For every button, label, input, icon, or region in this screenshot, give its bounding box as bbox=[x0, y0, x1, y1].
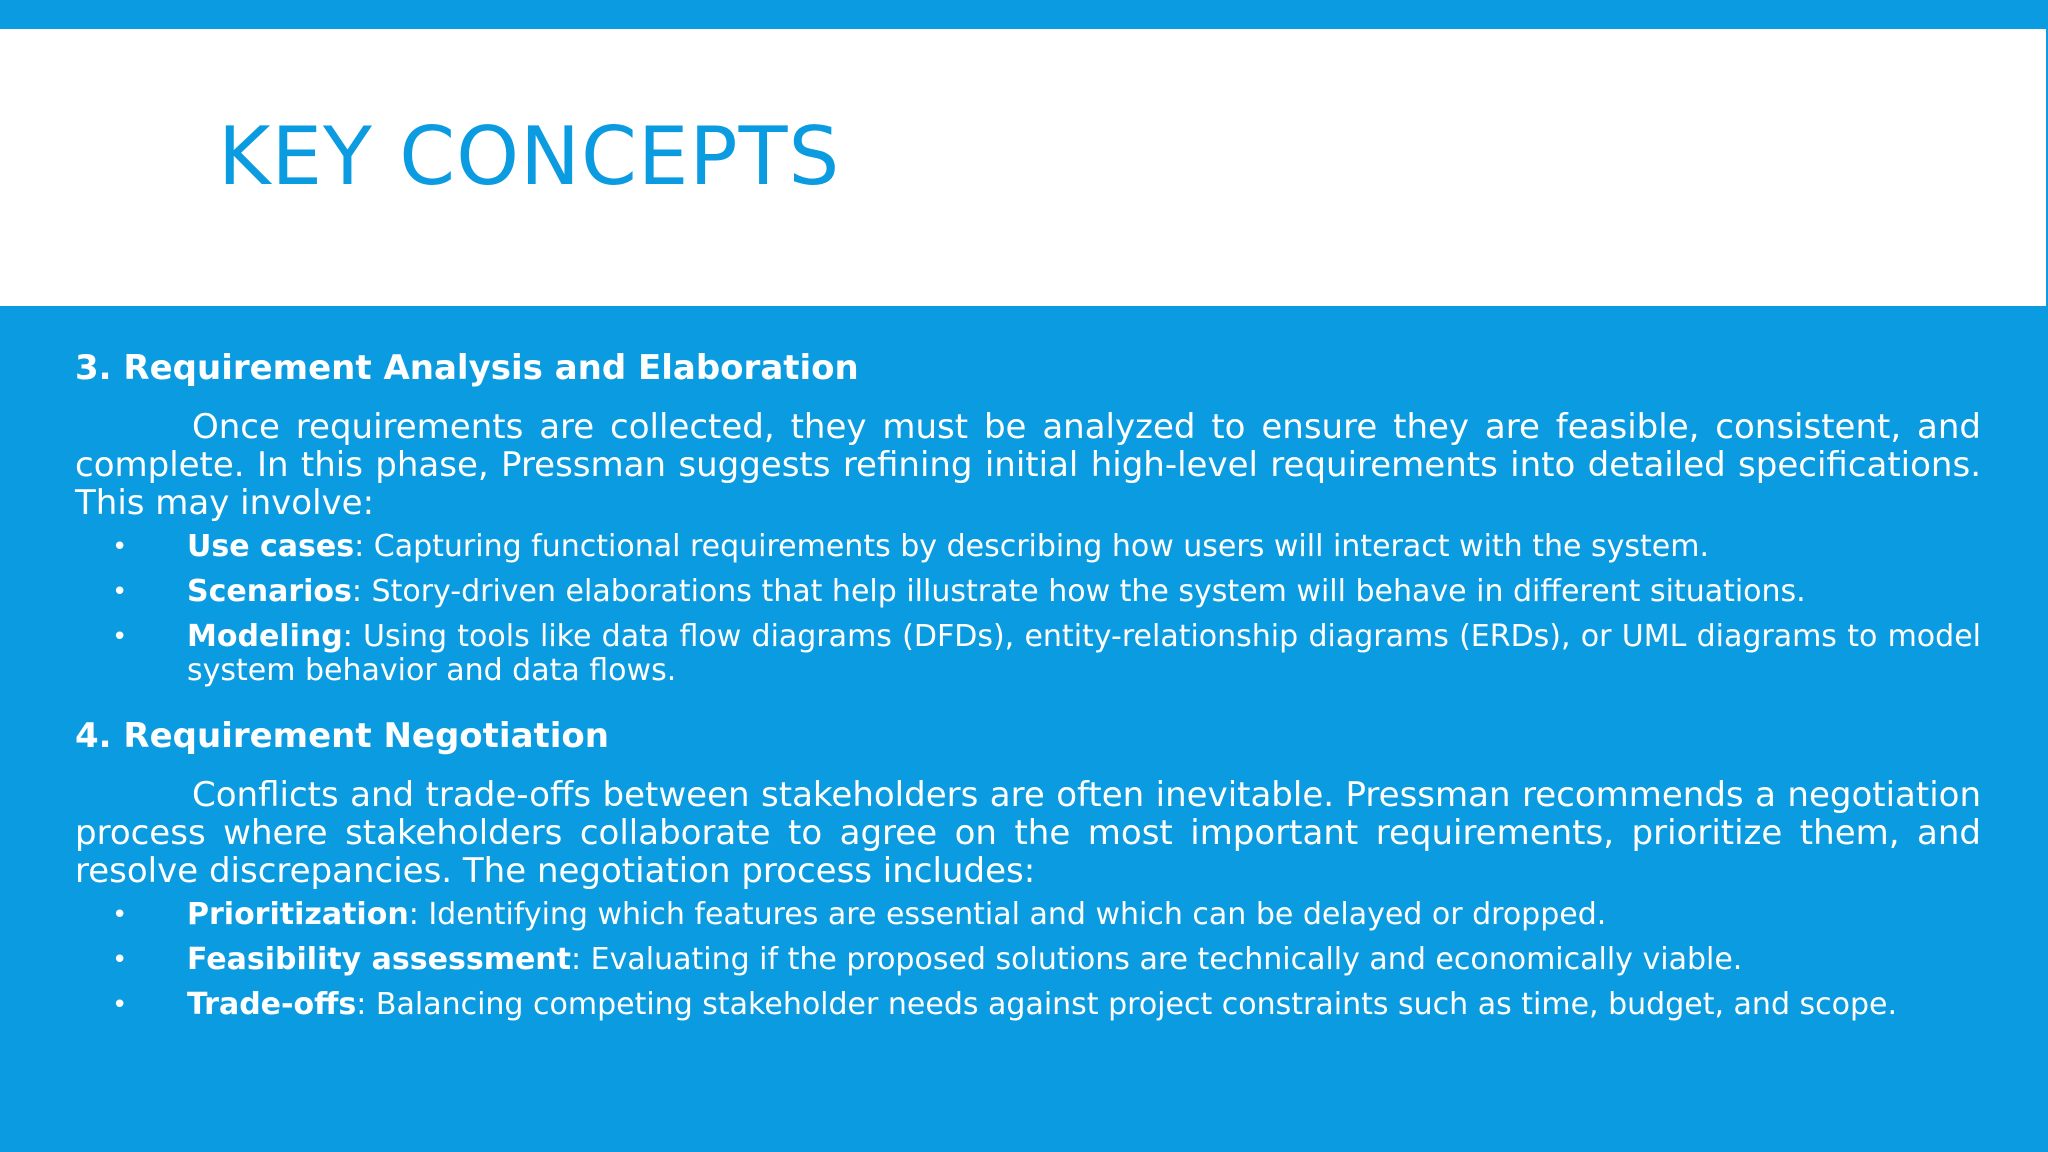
bullet-term: Scenarios bbox=[187, 573, 352, 609]
bullet-dot: • bbox=[112, 576, 128, 607]
bullet-term: Feasibility assessment bbox=[187, 941, 571, 977]
bullet-text: : Balancing competing stakeholder needs against project constraints such as time, budget, and scope. bbox=[356, 986, 1898, 1022]
bullet-text: : Story-driven elaborations that help illustrate how the system will behave in different situations. bbox=[351, 573, 1806, 609]
bullet-item-prioritization bbox=[75, 898, 1981, 932]
bullet-dot: • bbox=[112, 944, 128, 975]
bullet-dot: • bbox=[112, 899, 128, 930]
bullet-dot: • bbox=[112, 989, 128, 1020]
bullet-item-scenarios bbox=[75, 575, 1981, 609]
slide-title: KEY CONCEPTS bbox=[218, 110, 841, 203]
top-accent-stripe bbox=[0, 0, 2048, 29]
section-paragraph-analysis: Once requirements are collected, they must be analyzed to ensure they are feasible, consistent, and complete. In this phase, Pressman suggests refining initial high-level requirements into detailed specifications. This may involve: bbox=[75, 406, 1981, 523]
bullet-text: : Identifying which features are essential and which can be delayed or dropped. bbox=[408, 896, 1607, 932]
bullet-term: Use cases bbox=[187, 528, 355, 564]
bullet-text: : Evaluating if the proposed solutions are technically and economically viable. bbox=[571, 941, 1743, 977]
section-heading-negotiation: 4. Requirement Negotiation bbox=[75, 715, 609, 756]
bullet-term: Modeling bbox=[187, 618, 343, 654]
bullet-item-feasibility bbox=[75, 943, 1981, 977]
bullet-item-trade-offs bbox=[75, 988, 1981, 1022]
section-heading-analysis: 3. Requirement Analysis and Elaboration bbox=[75, 348, 859, 388]
bullet-list-analysis bbox=[75, 530, 1981, 688]
bullet-dot: • bbox=[112, 531, 128, 562]
bullet-list-negotiation bbox=[75, 898, 1981, 1022]
bullet-term: Prioritization bbox=[187, 896, 409, 932]
section-paragraph-negotiation: Conflicts and trade-offs between stakeholders are often inevitable. Pressman recommends a negotiation process where stakeholders collaborate to agree on the most important requirements, prioritize them, and resolve discrepancies. The negotiation process includes: bbox=[75, 774, 1981, 891]
bullet-text: : Capturing functional requirements by describing how users will interact with the system. bbox=[354, 528, 1709, 564]
bullet-item-use-cases bbox=[75, 530, 1981, 564]
bullet-item-modeling bbox=[75, 620, 1981, 688]
bullet-term: Trade-offs bbox=[187, 986, 357, 1022]
bullet-dot: • bbox=[112, 621, 128, 652]
slide-content bbox=[75, 346, 1981, 1048]
bullet-text: : Using tools like data flow diagrams (DFDs), entity-relationship diagrams (ERDs), or UML diagrams to model system behavior and data flows. bbox=[187, 618, 1981, 688]
